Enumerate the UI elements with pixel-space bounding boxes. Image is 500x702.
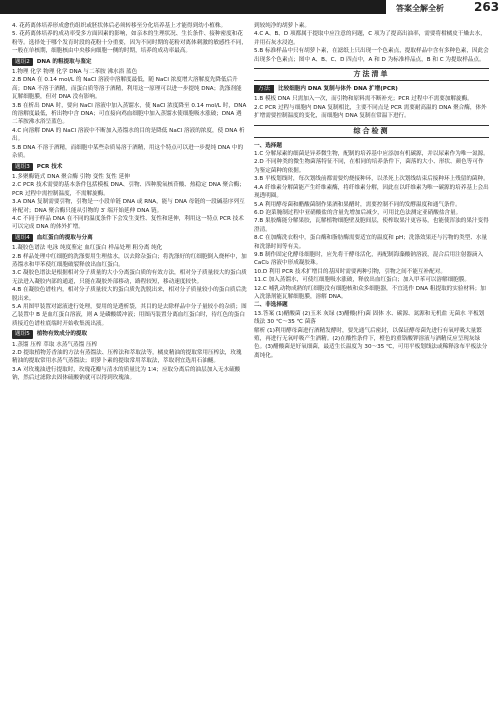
subsection-label: 二、非选择题 — [254, 302, 288, 309]
subsection-label: 一、选择题 — [254, 142, 282, 149]
section-3-heading — [12, 163, 247, 171]
section-tag: 题组5 — [12, 330, 33, 338]
section-4-heading — [12, 234, 247, 242]
answer-line: 2.D 不同种类的微生物菌落特征不同，在相同的培养条件下，菌落的大小、形状、颜色等可作为鉴定菌种的依据。 — [254, 159, 484, 174]
section-tag: 题组2 — [12, 58, 33, 66]
answer-line: 3.A DNA 复制需要引物，引物是一小段单链 DNA 或 RNA，能与 DNA 母链的一段碱基序列互补配对；DNA 聚合酶只能从引物的 3′ 端开始延伸 DNA 链。 — [12, 199, 245, 214]
page-number: 263 — [474, 0, 500, 14]
answer-line: 3.C 凝胶色谱法是根据相对分子质量的大小分离蛋白质的有效方法，相对分子质量较大的蛋白质无法进入凝胶内部的通道，只能在凝胶外部移动，路程较短，移动速度较快。 — [12, 270, 247, 285]
answer-line: 1.C 分解尿素的细菌是异养微生物，配制的培养基中应添加有机碳源，并以尿素作为唯一氮源。 — [254, 151, 489, 158]
section-5-heading — [12, 330, 247, 338]
answer-line: 5.A 利用酵母菌和醋酸菌制作果酒和果醋时，需要控制不同的发酵温度和通气条件。 — [254, 201, 461, 208]
answer-line: 1.多聚酶链式 DNA 聚合酶 引物 变性 复性 延伸 — [12, 173, 130, 180]
answer-line: 1.物理 化学 物理 化学 DNA 与二苯胺 沸水浴 蓝色 — [12, 69, 138, 76]
section-tag: 题组4 — [12, 234, 33, 242]
answer-line: 5. 花药离体培养的成功率受多方面因素的影响，如亲本的生理状况、生长条件、接种密度和花粉等。选择处于哪个发育时段的花粉十分重要，因为不同时期的花粉对离体刺激的敏感性不同，一般在单核期，细胞核由中央移向细胞一侧的时期，培养的成功率最高。 — [12, 31, 247, 55]
section-tag: 题组3 — [12, 163, 33, 171]
section-title: 植物有效成分的提取 — [36, 331, 88, 338]
methods-banner — [254, 68, 489, 81]
answer-line: 4.B 在凝胶色谱柱内，相对分子质量较大的蛋白质先洗脱出来，相对分子质量较小的蛋白质后洗脱出来。 — [12, 287, 247, 302]
answer-line: 3.B 平板划线时，每次划线前都需要灼烧接种环，以杀死上次划线结束后接种环上残留的菌种。 — [254, 176, 489, 183]
answer-line: 2.C PCR 技术需要的基本条件包括模板 DNA、引物、四种脱氧核苷酸、热稳定 DNA 聚合酶；PCR 过程中需控制温度，不需解旋酶。 — [12, 182, 245, 197]
answer-line: 3.B 在析出 DNA 时，要向 NaCl 溶液中加入蒸馏水，使 NaCl 浓度降至 0.14 mol/L 时，DNA 的溶解度最低，析出物中含 DNA；可直接向鸡血细胞中加入蒸馏水使细胞吸水涨破；DNA 遇二苯胺沸水浴呈蓝色。 — [12, 102, 247, 126]
banner-title: 方法清单 — [353, 70, 390, 79]
section-title: PCR 技术 — [36, 163, 63, 170]
answer-line: 1.B 模板 DNA 只需加入一次，而引物和原料需不断补充；PCR 过程中不需要加解旋酶。 — [254, 96, 473, 103]
section-title: 血红蛋白的提取与分离 — [36, 234, 93, 241]
left-column — [12, 22, 247, 692]
method-tag: 方法 — [254, 85, 274, 93]
banner-title: 综合检测 — [353, 126, 390, 135]
answer-line: 2.B 样品处理中红细胞的洗涤要用生理盐水，以去除杂蛋白；将洗涤好的红细胞倒入烧杯中，加蒸馏水和甲苯使红细胞破裂释放出血红蛋白。 — [12, 253, 247, 268]
page-header — [0, 0, 500, 22]
answer-line: 解析 (1)利用酵母菌进行酒精发酵时，要先通气后密封，以保证酵母菌先进行有氧呼吸大量繁殖，再进行无氧呼吸产生酒精。(2)在酸性条件下，橙色的重铬酸钾溶液与酒精反应呈现灰绿色。(3)醋酸菌是好氧细菌，最适生长温度为 30～35 ℃，可用平板划线法或稀释涂布平板法分离纯化。 — [254, 327, 488, 359]
comprehensive-banner — [254, 125, 489, 138]
answer-line: 到较纯净的胡萝卜素。 — [254, 23, 310, 29]
answer-line: 5.B 标准样品中只有胡萝卜素，在滤纸上只出现一个色素点，提取样品中含有多种色素，因此会出现多个色素点；图中 A、B、C、D 四点中，A 和 D 为标准样品点，B 和 C 为提取样品点。 — [254, 48, 489, 63]
right-column — [254, 22, 489, 692]
answer-line: 9.B 制作固定化酵母细胞时，应先将干酵母活化，再配制海藻酸钠溶液，混合后用注射器滴入 CaCl₂ 溶液中形成凝胶珠。 — [254, 251, 484, 267]
answer-line: 7.B 果胶酶能分解果胶，瓦解植物细胞壁及胞间层，使榨取果汁更容易，也能使浑浊的果汁变得澄清。 — [254, 218, 489, 233]
answer-line: 4.A 纤维素分解菌能产生纤维素酶，将纤维素分解，因此在以纤维素为唯一碳源的培养基上会出现透明圈。 — [254, 184, 489, 200]
answer-line: 4. 花药离体培养形成愈伤组织或胚状体后必须转移至分化培养基上才能得到幼小植株。 — [12, 23, 227, 29]
section-title: DNA 的粗提取与鉴定 — [36, 58, 92, 65]
answer-line: 1.蒸馏 压榨 萃取 水蒸气蒸馏 压榨 — [12, 341, 98, 348]
answer-line: 3.A 对玫瑰油进行提取时，玫瑰花瓣与清水的质量比为 1∶4；应取分离后的油层加入无水硫酸钠，然后过滤除去固体硫酸钠就可以得到玫瑰油。 — [12, 366, 241, 382]
method-title: 比较细胞内 DNA 复制与体外 DNA 扩增(PCR) — [278, 86, 398, 93]
answer-line: 6.D 泡菜腌制过程中亚硝酸盐的含量先增加后减少，可用比色法测定亚硝酸盐含量。 — [254, 209, 462, 216]
section-2-heading — [12, 58, 247, 66]
answer-line: 8.C 在加酶洗衣粉中，蛋白酶和脂肪酶需要适宜的温度和 pH；洗涤效果还与污物的类型、水量和洗涤时间等有关。 — [254, 235, 488, 250]
answer-line: 2.C PCR 过程与细胞内 DNA 复制相比，主要不同点是 PCR 需要耐高温的 DNA 聚合酶，体外扩增需要控制温度的变化，而细胞内 DNA 复制在常温下进行。 — [254, 104, 487, 120]
answer-line: 12.C 哺乳动物成熟的红细胞没有细胞核和众多细胞器，不宜选作 DNA 粗提取的实验材料；加入洗涤剂能瓦解细胞膜，溶解 DNA。 — [254, 285, 486, 300]
method-heading — [254, 85, 489, 93]
answer-line: 11.C 加入蒸馏水，可使红细胞吸水涨破，释放出血红蛋白；加入甲苯可以溶解细胞膜。 — [254, 277, 470, 284]
answer-line: 2.D 提取植物芳香油的方法有蒸馏法、压榨法和萃取法等，橘皮精油的提取常用压榨法，玫瑰精油的提取常用水蒸气蒸馏法；胡萝卜素的提取常用萃取法，萃取剂宜选用石油醚。 — [12, 350, 242, 365]
answer-line: 4.C A、B、D 项都属于提取中应注意的问题，C 项为了提高出油率，需要将柑橘皮干燥去水，并用石灰水浸泡。 — [254, 31, 486, 46]
header-title: 答案全解全析 — [396, 4, 444, 13]
answer-line: 10.D 利用 PCR 技术扩增目的基因时需要两种引物，引物之间不能互补配对。 — [254, 268, 446, 275]
header-bar — [0, 0, 386, 14]
answer-line: 1.凝胶色谱法 电泳 纯度鉴定 血红蛋白 样品处理 粗分离 纯化 — [12, 245, 163, 252]
answer-line: 4.C 不同于样品 DNA 在不同的温度条件下会发生变性、复性和延伸，利用这一特点 PCR 技术可以完成 DNA 的体外扩增。 — [12, 215, 244, 231]
answer-line: 5.B DNA 不溶于酒精，而细胞中某些杂质易溶于酒精，用这个特点可以进一步提纯 DNA 中的杂质。 — [12, 144, 244, 160]
answer-line: 13.答案 (1)醋酸菌 (2)玉米 灰绿 (3)醋酸(杆)菌 固体 水、碳源、氮源和无机盐 无菌水 平板划线法 30 ℃～35 ℃ 菌落 — [254, 310, 485, 326]
answer-line: 5.A 用图甲装置对滤液进行处理，要用的是透析袋，其目的是去除样品中分子量较小的杂质；图乙装置中 B 是血红蛋白溶液，则 A 是磷酸缓冲液；用图丙装置分离血红蛋白时，待红色的蛋白质接近色谱柱底端时开始收集流出液。 — [12, 304, 247, 327]
answer-line: 2.B DNA 在 0.14 mol/L 的 NaCl 溶液中溶解度最低，随 NaCl 浓度增大溶解度先降低后升高；DNA 不溶于酒精，而蛋白质等溶于酒精，利用这一原理可以进一步提纯 DNA；洗涤剂能瓦解细胞膜，但对 DNA 没有影响。 — [12, 77, 242, 101]
answer-line: 4.C 向溶解 DNA 的 NaCl 溶液中不断加入蒸馏水的目的是降低 NaCl 溶液的浓度，使 DNA 析出。 — [12, 127, 245, 143]
